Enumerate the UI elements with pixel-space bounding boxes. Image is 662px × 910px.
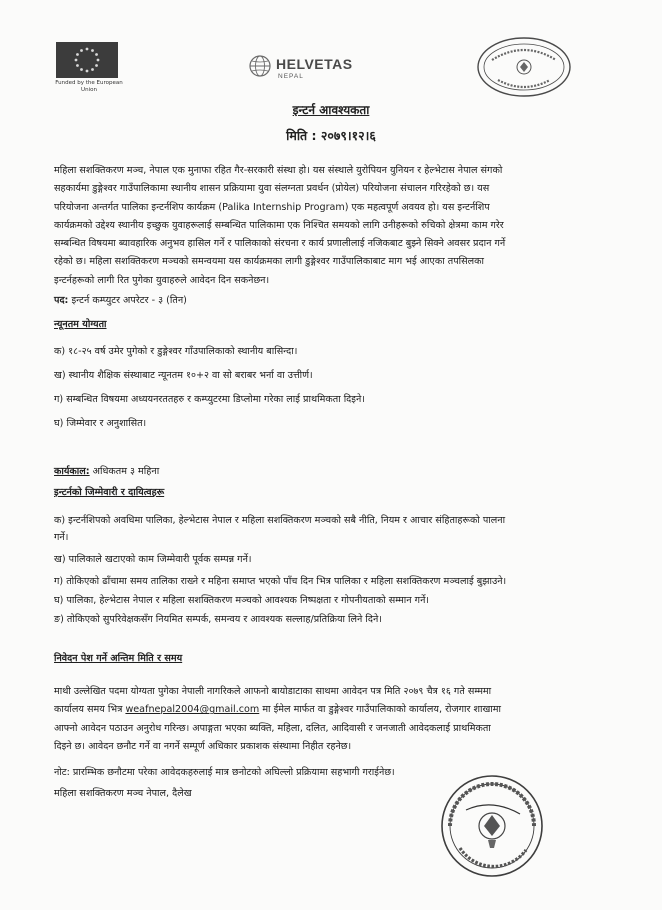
eu-star [95,53,98,56]
intro-line: परियोजना अन्तर्गत पालिका इन्टर्नशिप कार्यक्रम (Palika Internship Program) एक महत्वपूर्ण अवयव हो। यस इन्टर्नशिप [54,201,490,213]
term-label: कार्यकाल: [54,466,90,477]
deadline-paragraph [54,683,626,756]
qualification-item: क) १८-२५ वर्ष उमेर पुगेको र डुङ्गेश्वर गाँउपालिकाको स्थानीय बासिन्दा। [54,346,298,357]
deadline-line: दिइने छ। आवेदन छनौट गर्ने वा नगर्ने सम्पूर्ण अधिकार प्रकाशक संस्थामा निहीत रहनेछ। [54,740,352,752]
globe-icon [248,54,272,78]
post-label: पद: [54,295,69,306]
qualification-item: ग) सम्बन्धित विषयमा अध्ययनरततहरु र कम्प्युटरमा डिप्लोमा गरेका लाई प्राथमिकता दिइने। [54,394,365,405]
eu-star [80,68,83,71]
helvetas-logo [248,54,378,84]
eu-star [76,64,79,67]
intro-line: रहेको छ। महिला सशक्तिकरण मञ्चको समन्वयमा यस कार्यक्रमका लागी डुङ्गेश्वर गाउँपालिकाबाट माग भई आएका तपसिलका [54,256,484,268]
responsibility-item: ग) तोकिएको ढाँचामा समय तालिका राख्ने र महिना समाप्त भएको पाँच दिन भित्र पालिका र महिला सशक्तिकरण मञ्चलाई बुझाउने। [54,576,507,587]
eu-star [97,59,100,62]
responsibility-item: गर्ने। [54,532,69,543]
deadline-heading: निवेदन पेश गर्ने अन्तिम मिति र समय [54,653,183,664]
eu-star [75,59,78,62]
intro-line: कार्यक्रमको उद्देश्य स्थानीय इच्छुक युवाहरूलाई सम्बन्धित पालिकामा एक निश्चित समयको लागि उनीहरूको रुचिको क्षेत्रमा काम गरेर [54,219,504,231]
responsibility-item: क) इन्टर्नशिपको अवधिमा पालिका, हेल्भेटास नेपाल र महिला सशक्तिकरण मञ्चको सबै नीति, नियम र आचार संहिताहरूको पालना [54,515,506,526]
eu-star [91,49,94,52]
responsibilities-heading: इन्टर्नको जिम्मेवारी र दायित्वहरू [54,487,165,498]
qualification-item: ख) स्थानीय शैक्षिक संस्थाबाट न्यूनतम १०+२ वा सो बराबर भर्ना वा उत्तीर्ण। [54,370,313,381]
eu-star [86,70,89,73]
helvetas-name: HELVETAS [276,56,353,72]
eu-stars-icon [56,42,118,78]
email-link[interactable]: weafnepal2004@gmail.com [125,704,260,716]
eu-star [80,49,83,52]
post-line [54,292,624,310]
document-date: मिति : २०७९।१२।६ [286,128,376,143]
responsibility-item: ङ) तोकिएको सुपरिवेक्षकसँग नियमित सम्पर्क, समन्वय र आवश्यक सल्लाह/प्रतिक्रिया लिने दिने। [54,614,382,625]
qualifications-heading: न्यूनतम योग्यता [54,319,107,330]
intro-line: इन्टर्नहरूको लागी रित पुगेका युवाहरुले आवेदन दिन सकनेछन। [54,274,270,286]
eu-star [86,48,89,51]
eu-star [76,53,79,56]
qualification-item: घ) जिम्मेवार र अनुशासित। [54,418,147,429]
term-value: अधिकतम ३ महिना [89,466,160,477]
intro-paragraph [54,162,626,290]
deadline-line2-pre: कार्यालय समय भित्र [54,704,126,716]
deadline-line: आफ्नो आवेदन पठाउन अनुरोध गरिन्छ। अपाङ्गता भएका ब्यक्ति, महिला, दलित, आदिवासी र जनजाती आवेदकलाई प्राथमिकता [54,722,491,734]
responsibility-item: घ) पालिका, हेल्भेटास नेपाल र महिला सशक्तिकरण मञ्चको आवश्यक निष्पक्षता र गोपनीयताको सम्मान गर्ने। [54,595,430,606]
responsibility-item: ख) पालिकाले खटाएको काम जिम्मेवारी पूर्वक सम्पन्न गर्ने। [54,554,252,565]
eu-star [95,64,98,67]
helvetas-sub: NEPAL [278,73,304,80]
document-title: इन्टर्न आवश्यकता [292,103,370,117]
deadline-line [54,701,626,719]
post-value: इन्टर्न कम्प्युटर अपरेटर - ३ (तिन) [68,295,187,306]
deadline-line: माथी उल्लेखित पदमा योग्यता पुगेका नेपाली नागरिकले आफनो बायोडाटाका साथमा आवेदन पत्र मिति २०७९ चैत्र १६ गते सम्ममा [54,686,492,697]
intro-line: महिला सशक्तिकरण मञ्च, नेपाल एक मुनाफा रहित गैर-सरकारी संस्था हो। यस संस्थाले युरोपियन युनियन र हेल्भेटास नेपाल संगको [54,165,503,176]
eu-caption: Funded by the European Union [55,80,123,93]
term-line [54,463,624,481]
signature-line: महिला सशक्तिकरण मञ्च नेपाल, दैलेख [54,788,192,799]
eu-star [91,68,94,71]
note-line: नोट: प्रारम्भिक छनौटमा परेका आवेदकहरुलाई मात्र छनोटको अघिल्लो प्रक्रियामा सहभागी गराईनेछ। [54,767,395,778]
deadline-line2-post: मा ईमेल मार्फत वा डुङ्गेश्वर गाउँपालिकाको कार्यालय, रोजगार शाखामा [259,704,502,716]
eu-flag-logo [56,42,118,78]
stamp-seal-icon [436,770,546,882]
organization-seal-icon [476,36,572,98]
intro-line: सम्बन्धित विषयमा ब्यावहारिक अनुभव हासिल गर्ने र पालिकाको संरचना र कार्य प्रणालीलाई नजिकबाट बुझ्ने सिक्ने अवसर प्रदान गर्ने [54,238,506,250]
intro-line: सहकार्यमा डुङ्गेश्वर गाउँपालिकामा स्थानीय शासन प्रक्रियामा युवा संलग्नता प्रवर्धन (प्रोयेल) परियोजना संचालन गरिरहेको छ। यस [54,183,490,195]
